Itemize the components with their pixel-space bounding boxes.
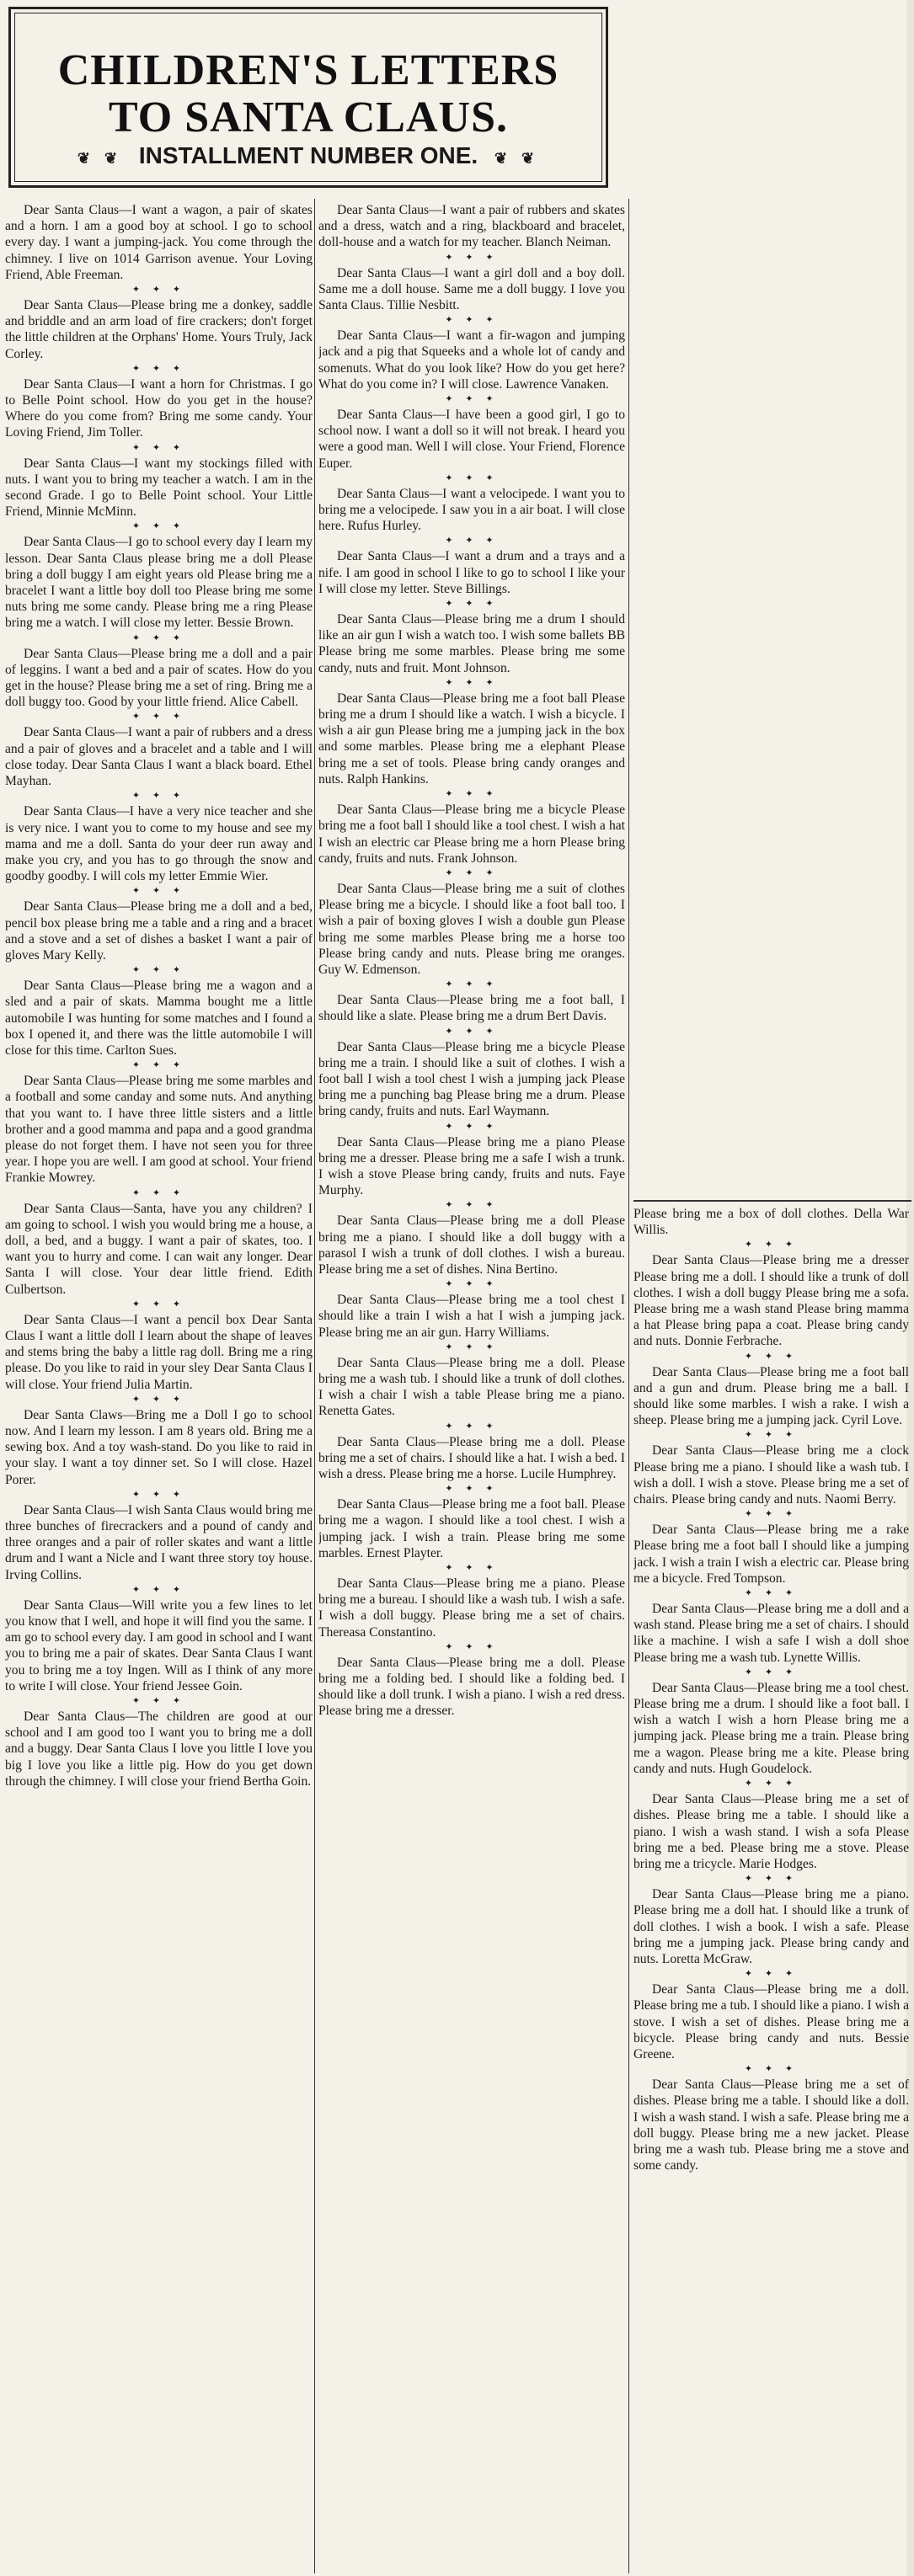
letter: Dear Santa Claus—Please bring me a piano. Please bring me a doll hat. I should like a trunk of doll clothes. I wish a book. I wish a safe. Please bring me a jumping jack. Please bring candy and nuts. Loretta McGraw. bbox=[633, 1887, 909, 1966]
letter: Dear Santa Claus—Please bring me a doll. Please bring me a folding bed. I should like a folding bed. I should like a doll trunk. I wish a piano. I wish a red dress. Please bring me a dresser. bbox=[318, 1655, 625, 1719]
separator-stars-icon: ✦ ✦ ✦ bbox=[131, 965, 186, 976]
separator-stars-icon: ✦ ✦ ✦ bbox=[445, 599, 499, 610]
letter: Dear Santa Claus—Please bring me some marbles and a football and some canday and some nuts. And anything that you want to. I have three little sisters and a little brother and a good mamma and papa and a good grandma please do not forget them. I have not seen you for three year. I hope you are well. I am good at school. Your friend Frankie Mowrey. bbox=[5, 1074, 313, 1186]
letter: Dear Santa Claus—Please bring me a foot ball, I should like a slate. Please bring me a drum Bert Davis. bbox=[318, 993, 625, 1024]
separator-stars-icon: ✦ ✦ ✦ bbox=[131, 1060, 186, 1071]
separator-stars-icon: ✦ ✦ ✦ bbox=[445, 789, 499, 800]
separator-stars-icon: ✦ ✦ ✦ bbox=[131, 521, 186, 532]
separator-stars-icon: ✦ ✦ ✦ bbox=[131, 632, 186, 643]
separator-stars-icon: ✦ ✦ ✦ bbox=[445, 867, 499, 878]
letter: Dear Santa Claus—Please bring me a tool chest. Please bring me a drum. I should like a foot ball. I wish a watch I wish a horn Please bring me a jumping jack. Please bring me a train. Please bring me a wagon. Please bring me a kite. Please bring candy and nuts. Hugh Goudelock. bbox=[633, 1680, 909, 1776]
separator-stars-icon: ✦ ✦ ✦ bbox=[445, 979, 499, 990]
installment-line bbox=[15, 142, 601, 169]
separator-stars-icon: ✦ ✦ ✦ bbox=[445, 1421, 499, 1432]
letter: Dear Santa Claus—Please bring me a doll and a bed, pencil box please bring me a table and a ring and a bracet and a stove and a set of dishes a basket I want a pair of gloves Mary Kelly. bbox=[5, 899, 313, 963]
separator-stars-icon: ✦ ✦ ✦ bbox=[131, 285, 186, 296]
separator-stars-icon: ✦ ✦ ✦ bbox=[445, 1563, 499, 1574]
separator-stars-icon: ✦ ✦ ✦ bbox=[131, 1299, 186, 1309]
ornament-right-icon: ❦ ❦ bbox=[494, 150, 540, 167]
separator-stars-icon: ✦ ✦ ✦ bbox=[445, 1279, 499, 1290]
letter: Dear Santa Claus—I want a fir-wagon and jumping jack and a pig that Squeeks and a whole lot of candy and somenuts. What do you look like? How do you get here? What do you come in? I will close. Lawrence Vanaken. bbox=[318, 328, 625, 392]
letter: Dear Santa Claus—Please bring me a dresser Please bring me a doll. I should like a trunk of doll clothes. I wish a doll buggy Please bring me a sofa. Please bring me a wash stand Please bring mamma a hat Please bring papa a coat. Please bring candy and nuts. Donnie Ferbrache. bbox=[633, 1253, 909, 1349]
separator-stars-icon: ✦ ✦ ✦ bbox=[744, 1351, 799, 1362]
letter: Dear Santa Claus—Please bring me a bicycle Please bring me a train. I should like a suit of clothes. I wish a foot ball I wish a tool chest I wish a jumping jack Please bring me a punching bag Please bring me a drum. Please bring candy, fruits and nuts. Earl Waymann. bbox=[318, 1039, 625, 1119]
letter: Dear Santa Claus—I want a pair of rubbers and skates and a dress, watch and a ring, blackboard and bracelet, doll-house and a watch for my teacher. Blanch Neiman. bbox=[318, 203, 625, 250]
separator-stars-icon: ✦ ✦ ✦ bbox=[445, 1026, 499, 1037]
letter: Please bring me a box of doll clothes. Della War Willis. bbox=[633, 1207, 909, 1238]
separator-stars-icon: ✦ ✦ ✦ bbox=[131, 442, 186, 453]
masthead bbox=[8, 7, 608, 188]
letter: Dear Santa Claus—Please bring me a doll and a pair of leggins. I want a bed and a pair of scates. How do you get in the house? Please bring me a set of ring. Bring me a doll buggy too. Good by your little friend. Alice Cabell. bbox=[5, 646, 313, 710]
letter: Dear Santa Claus—Please bring me a doll and a wash stand. Please bring me a set of chairs. I should like a machine. I wish a safe I wish a doll shoe Please bring me a wash tub. Lynette Willis. bbox=[633, 1602, 909, 1665]
letter: Dear Santa Claus—Please bring me a clock Please bring me a piano. I should like a wash tub. I wish a doll. I wish a stove. Please bring me a set of chairs. Please bring candy and nuts. Naomi Berry. bbox=[633, 1443, 909, 1507]
headline-line-2: TO SANTA CLAUS. bbox=[109, 93, 508, 141]
letter: Dear Santa Claus—Please bring me a doll. Please bring me a set of chairs. I should like a hat. I wish a bed. I wish a dress. Please bring me a horse. Lucile Humphrey. bbox=[318, 1434, 625, 1481]
letter: Dear Santa Claus—The children are good at our school and I am good too I want you to bring me a doll and a buggy. Dear Santa Claus I love you little I love you big I love you like a little pig. How do you get down through the chimney. I will close your friend Bertha Goin. bbox=[5, 1709, 313, 1789]
separator-stars-icon: ✦ ✦ ✦ bbox=[744, 1509, 799, 1520]
letter: Dear Santa Claus—I want a wagon, a pair of skates and a horn. I am a good boy at school. I go to school every day. I want a jumping-jack. You come through the chimney. I live on 1014 Garrison avenue. Your Loving Friend, Able Freeman. bbox=[5, 203, 313, 282]
letter: Dear Santa Claus—Please bring me a donkey, saddle and briddle and an arm load of fire crackers; don't forget the little children at the Orphans' Home. Yours Truly, Jack Corley. bbox=[5, 298, 313, 361]
letter: Dear Santa Claus—Please bring me a drum I should like an air gun I wish a watch too. I wish some ballets BB Please bring me some marbles. Please bring me some candy, nuts and fruit. Mont Johnson. bbox=[318, 612, 625, 675]
letter: Dear Santa Claus—I want a horn for Christmas. I go to Belle Point school. How do you get in the house? Where do you come from? Bring me some candy. Your Loving Friend, Jim Toller. bbox=[5, 376, 313, 440]
separator-stars-icon: ✦ ✦ ✦ bbox=[445, 536, 499, 547]
letter: Dear Santa Claus—I go to school every day I learn my lesson. Dear Santa Claus please bring me a doll Please bring a doll buggy I am eight years old Please bring me a bracelet I want a little boy doll too Please bring me some nuts bring me some candy. Please bring me a ring Please bring me a watch. I will close my letter. Bessie Brown. bbox=[5, 535, 313, 631]
letter: Dear Santa Claus—I have a very nice teacher and she is very nice. I want you to come to my house and see my mama and me a doll. Santa do your deer run away and make you cry, and you has to go through the snow and goodby goodby. I will cols my letter Emmie Wier. bbox=[5, 804, 313, 884]
separator-stars-icon: ✦ ✦ ✦ bbox=[131, 791, 186, 802]
separator-stars-icon: ✦ ✦ ✦ bbox=[744, 1667, 799, 1677]
letter: Dear Santa Claus—Please bring me a foot ball. Please bring me a wagon. I should like a tool chest. I wish a jumping jack. I wish a train. Please bring me some marbles. Ernest Playter. bbox=[318, 1497, 625, 1560]
headline-line-1: CHILDREN'S LETTERS bbox=[57, 46, 559, 94]
separator-stars-icon: ✦ ✦ ✦ bbox=[131, 1394, 186, 1405]
column-1 bbox=[5, 202, 313, 2573]
separator-stars-icon: ✦ ✦ ✦ bbox=[445, 1341, 499, 1352]
letter: Dear Santa Claus—Please bring me a bicycle Please bring me a foot ball I should like a tool chest. I wish a hat I wish an electric car Please bring me a horn Please bring candy, fruits and nuts. Frank Johnson. bbox=[318, 803, 625, 866]
separator-stars-icon: ✦ ✦ ✦ bbox=[744, 1240, 799, 1251]
letter: Dear Santa Claws—Bring me a Doll I go to school now. And I learn my lesson. I am 8 years old. Bring me a sewing box. And a toy wash-stand. Do you like to raid in your slay. I want a toy dinner set. So I will close. Hazel Porer. bbox=[5, 1407, 313, 1487]
separator-stars-icon: ✦ ✦ ✦ bbox=[445, 472, 499, 483]
separator-stars-icon: ✦ ✦ ✦ bbox=[445, 1121, 499, 1132]
separator-stars-icon: ✦ ✦ ✦ bbox=[445, 677, 499, 688]
separator-stars-icon: ✦ ✦ ✦ bbox=[445, 315, 499, 326]
separator-stars-icon: ✦ ✦ ✦ bbox=[744, 1588, 799, 1599]
letter: Dear Santa Claus—Please bring me a foot ball and a gun and drum. Please bring me a ball. I should like some marbles. I wish a rake. I wish a sheep. Please bring me a jumping jack. Cyril Love. bbox=[633, 1364, 909, 1428]
separator-stars-icon: ✦ ✦ ✦ bbox=[744, 2064, 799, 2075]
letter: Dear Santa Claus—Please bring me a wagon and a sled and a pair of skats. Mamma bought me a little automobile I was hunting for some matches and I found a box I opened it, and there was the little automobile I will close for this time. Carlton Sues. bbox=[5, 979, 313, 1058]
headline bbox=[15, 47, 601, 141]
separator-stars-icon: ✦ ✦ ✦ bbox=[131, 1696, 186, 1707]
letter: Dear Santa Claus—Please bring me a doll. Please bring me a wash tub. I should like a trunk of doll clothes. I wish a chair I wish a table Please bring me a piano. Renetta Gates. bbox=[318, 1355, 625, 1419]
separator-stars-icon: ✦ ✦ ✦ bbox=[445, 252, 499, 263]
letter: Dear Santa Claus—Please bring me a piano. Please bring me a bureau. I should like a wash tub. I wish a safe. I wish a doll buggy. Please bring me a set of chairs. Thereasa Constantino. bbox=[318, 1576, 625, 1640]
letter: Dear Santa Claus—I want my stockings filled with nuts. I want you to bring my teacher a watch. I am in the second Grade. I go to Belle Point school. Your Little Friend, Minnie McMinn. bbox=[5, 456, 313, 520]
letter: Dear Santa Claus—Please bring me a doll Please bring me a piano. I should like a doll buggy with a parasol I wish a trunk of doll clothes. I wish a bureau. Please bring me a set of dishes. Nina Bertino. bbox=[318, 1213, 625, 1277]
letter: Dear Santa Claus—Please bring me a doll. Please bring me a tub. I should like a piano. I wish a stove. I wish a set of dishes. Please bring me a bicycle. Please bring candy and nuts. Bessie Greene. bbox=[633, 1982, 909, 2061]
letter: Dear Santa Claus—Please bring me a suit of clothes Please bring me a bicycle. I should like a foot ball too. I wish a pair of boxing gloves I wish a double gun Please bring me some marbles Please bring me a horse too Please bring candy and nuts. Please bring me oranges. Guy W. Edmenson. bbox=[318, 881, 625, 977]
letter: Dear Santa Claus—Please bring me a foot ball Please bring me a drum I should like a watch. I wish a bicycle. I wish a air gun Please bring me a jumping jack in the box and some marbles. Please bring me a elephant Please bring me a set of tools. Please bring candy oranges and nuts. Ralph Hankins. bbox=[318, 691, 625, 787]
separator-stars-icon: ✦ ✦ ✦ bbox=[744, 1874, 799, 1885]
ornament-left-icon: ❦ ❦ bbox=[77, 150, 123, 167]
separator-stars-icon: ✦ ✦ ✦ bbox=[744, 1969, 799, 1980]
separator-stars-icon: ✦ ✦ ✦ bbox=[445, 1641, 499, 1652]
letter: Dear Santa Claus—Santa, have you any children? I am going to school. I wish you would bring me a house, a doll, a bed, and a buggy. I want a pair of skates, too. I want you to hurry and come. I can wait any longer. Dear Santa I will close. Your dear little friend. Edith Culbertson. bbox=[5, 1201, 313, 1297]
letter: Dear Santa Claus—I wish Santa Claus would bring me three bunches of firecrackers and a pound of candy and three oranges and a pair of roller skates and want a little drum and I want a Nicle and I want three story toy house. Irving Collins. bbox=[5, 1502, 313, 1582]
separator-stars-icon: ✦ ✦ ✦ bbox=[131, 363, 186, 374]
masthead-inner-border bbox=[14, 13, 602, 182]
separator-stars-icon: ✦ ✦ ✦ bbox=[744, 1430, 799, 1441]
column-3-top-rule bbox=[633, 1200, 911, 1202]
letter: Dear Santa Claus—Please bring me a rake Please bring me a foot ball I should like a jumping jack. I wish a train I wish a electric car. Please bring me a bicycle. Fred Tompson. bbox=[633, 1523, 909, 1586]
separator-stars-icon: ✦ ✦ ✦ bbox=[445, 1200, 499, 1211]
separator-stars-icon: ✦ ✦ ✦ bbox=[131, 1584, 186, 1595]
letter: Dear Santa Claus—I want a drum and a trays and a nife. I am good in school I like to go to school I like your I will close my letter. Steve Billings. bbox=[318, 549, 625, 596]
separator-stars-icon: ✦ ✦ ✦ bbox=[131, 886, 186, 897]
column-2 bbox=[318, 202, 625, 2573]
letter: Dear Santa Claus—Please bring me a tool chest I should like a train I wish a hat I wish a jumping jack. Please bring me an air gun. Harry Williams. bbox=[318, 1293, 625, 1340]
separator-stars-icon: ✦ ✦ ✦ bbox=[131, 712, 186, 723]
column-rule-1 bbox=[314, 199, 315, 2573]
letter: Dear Santa Claus—I want a velocipede. I want you to bring me a velocipede. I saw you in a air boat. I will close here. Rufus Hurley. bbox=[318, 486, 625, 534]
separator-stars-icon: ✦ ✦ ✦ bbox=[445, 1484, 499, 1495]
separator-stars-icon: ✦ ✦ ✦ bbox=[131, 1489, 186, 1500]
letter: Dear Santa Claus—Please bring me a piano Please bring me a dresser. Please bring me a safe I wish a trunk. I wish a stove Please bring candy, fruits and nuts. Faye Murphy. bbox=[318, 1134, 625, 1198]
separator-stars-icon: ✦ ✦ ✦ bbox=[445, 394, 499, 405]
letter: Dear Santa Claus—Will write you a few lines to let you know that I well, and hope it will find you the same. I am go to school every day. I am good in school and I want you to bring me a pair of skates. Dear Santa Claus I want you to bring me a toy Ingen. Will as I think of any more to write I will close. Your friend Jessee Goin. bbox=[5, 1597, 313, 1693]
letter: Dear Santa Claus—I want a pair of rubbers and a dress and a pair of gloves and a bracelet and a table and I will close today. Dear Santa Claus I want a black board. Ethel Mayhan. bbox=[5, 725, 313, 789]
letter: Dear Santa Claus—I want a girl doll and a boy doll. Same me a doll house. Same me a doll buggy. I love you Santa Claus. Tillie Nesbitt. bbox=[318, 265, 625, 313]
letter: Dear Santa Claus—Please bring me a set of dishes. Please bring me a table. I should like a piano. I wish a wash stand. I wish a sofa Please bring me a bed. Please bring me a stove. Please bring me a tricycle. Marie Hodges. bbox=[633, 1792, 909, 1871]
letter: Dear Santa Claus—I want a pencil box Dear Santa Claus I want a little doll I learn about the shape of leaves and stems bring the baby a little rag doll. Bring me a ring please. Do you like to raid in your sley Dear Santa Claus I will close. Your friend Julia Martin. bbox=[5, 1312, 313, 1392]
installment-label: INSTALLMENT NUMBER ONE. bbox=[138, 142, 478, 168]
separator-stars-icon: ✦ ✦ ✦ bbox=[744, 1779, 799, 1789]
letter: Dear Santa Claus—Please bring me a set of dishes. Please bring me a table. I should like a doll. I wish a wash stand. I wish a safe. Please bring me a doll buggy. Please bring me a new jacket. Please bring me a wash tub. Please bring me a stove and some candy. bbox=[633, 2077, 909, 2173]
separator-stars-icon: ✦ ✦ ✦ bbox=[131, 1187, 186, 1198]
letter: Dear Santa Claus—I have been a good girl, I go to school now. I want a doll so it will not break. I heard you were a good man. Well I will close. Your Friend, Florence Euper. bbox=[318, 408, 625, 471]
column-3 bbox=[633, 1206, 909, 2573]
column-rule-2 bbox=[628, 199, 629, 2573]
